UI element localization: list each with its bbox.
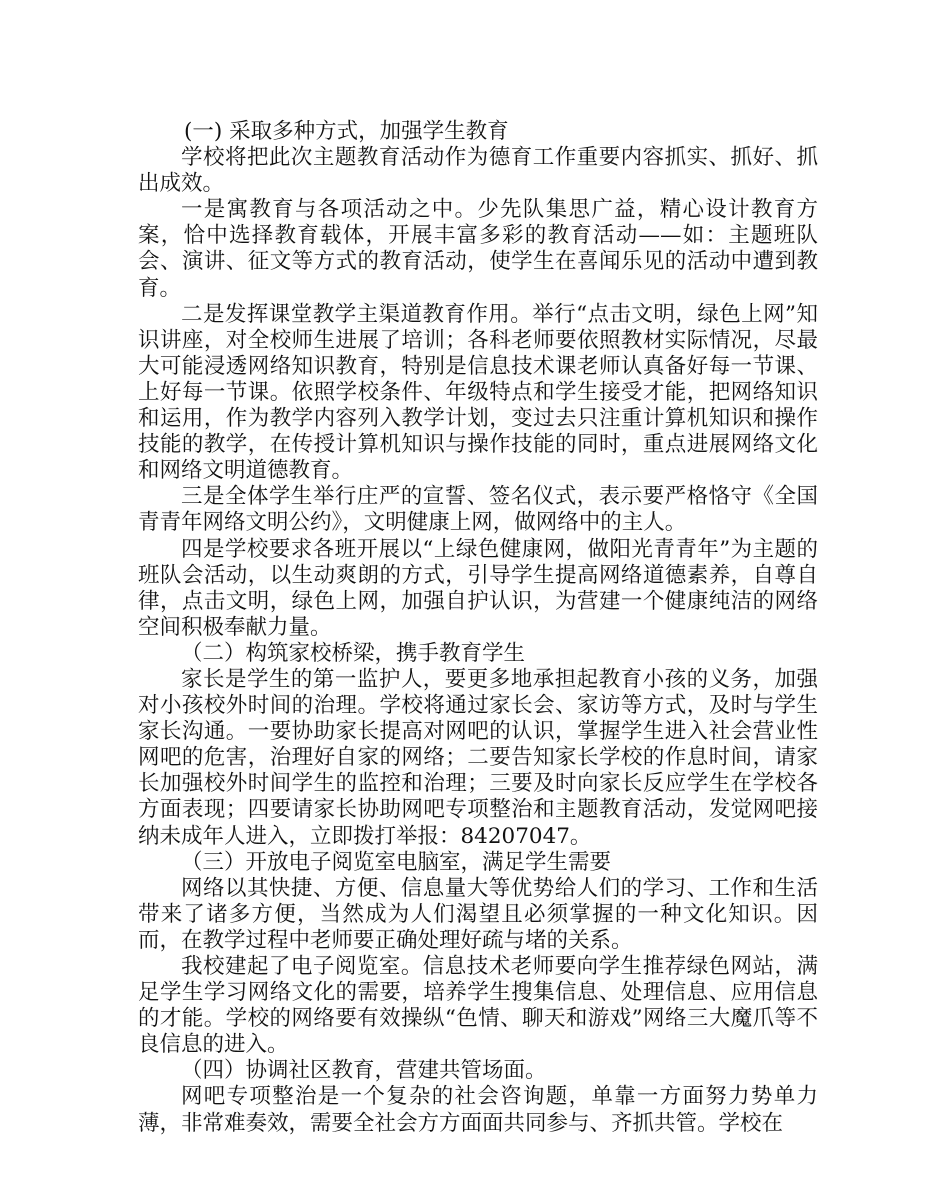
paragraph: 四是学校要求各班开展以“上绿色健康网，做阳光青青年”为主题的班队会活动，以生动爽朗的方式，引导学生提高网络道德素养，自尊自律，点击文明，绿色上网，加强自护认识，为营建一个健康纯洁的网络空间积极奉献力量。 xyxy=(138,536,818,640)
section-heading-4: （四）协调社区教育，营建共管场面。 xyxy=(181,1058,547,1084)
paragraph: 二是发挥课堂教学主渠道教育作用。举行“点击文明，绿色上网”知识讲座，对全校师生进展了培训；各科老师要依照教材实际情况，尽最大可能浸透网络知识教育，特别是信息技术课老师认真备好每一节课、上好每一节课。依照学校条件、年级特点和学生接受才能，把网络知识和运用，作为教学内容列入教学计划，变过去只注重计算机知识和操作技能的教学，在传授计算机知识与操作技能的同时，重点进展网络文化和网络文明道德教育。 xyxy=(138,301,818,484)
paragraph: 我校建起了电子阅览室。信息技术老师要向学生推荐绿色网站，满足学生学习网络文化的需要，培养学生搜集信息、处理信息、应用信息的才能。学校的网络要有效操纵“色情、聊天和游戏”网络三大魔爪等不良信息的进入。 xyxy=(138,954,818,1058)
paragraph: 家长是学生的第一监护人，要更多地承担起教育小孩的义务，加强对小孩校外时间的治理。学校将通过家长会、家访等方式，及时与学生家长沟通。一要协助家长提高对网吧的认识，掌握学生进入社会营业性网吧的危害，治理好自家的网络；二要告知家长学校的作息时间，请家长加强校外时间学生的监控和治理；三要及时向家长反应学生在学校各方面表现；四要请家长协助网吧专项整治和主题教育活动，发觉网吧接纳未成年人进入，立即拨打举报：84207047。 xyxy=(138,666,818,849)
paragraph: 网络以其快捷、方便、信息量大等优势给人们的学习、工作和生活带来了诸多方便，当然成为人们渴望且必须掌握的一种文化知识。因而，在教学过程中老师要正确处理好疏与堵的关系。 xyxy=(138,875,818,953)
paragraph: 三是全体学生举行庄严的宣誓、签名仪式，表示要严格恪守《全国青青年网络文明公约》，文明健康上网，做网络中的主人。 xyxy=(138,484,818,536)
paragraph: 学校将把此次主题教育活动作为德育工作重要内容抓实、抓好、抓出成效。 xyxy=(138,145,818,197)
section-heading-3: （三）开放电子阅览室电脑室，满足学生需要 xyxy=(181,849,612,875)
document-body xyxy=(138,119,818,1137)
section-heading-2: （二）构筑家校桥梁，携手教育学生 xyxy=(181,640,526,666)
paragraph: 一是寓教育与各项活动之中。少先队集思广益，精心设计教育方案，恰中选择教育载体，开展丰富多彩的教育活动——如：主题班队会、演讲、征文等方式的教育活动，使学生在喜闻乐见的活动中遭到教育。 xyxy=(138,197,818,301)
paragraph: 网吧专项整治是一个复杂的社会咨询题，单靠一方面努力势单力薄，非常难奏效，需要全社会方方面面共同参与、齐抓共管。学校在 xyxy=(138,1084,818,1136)
section-heading-1: (一) 采取多种方式，加强学生教育 xyxy=(184,119,509,144)
